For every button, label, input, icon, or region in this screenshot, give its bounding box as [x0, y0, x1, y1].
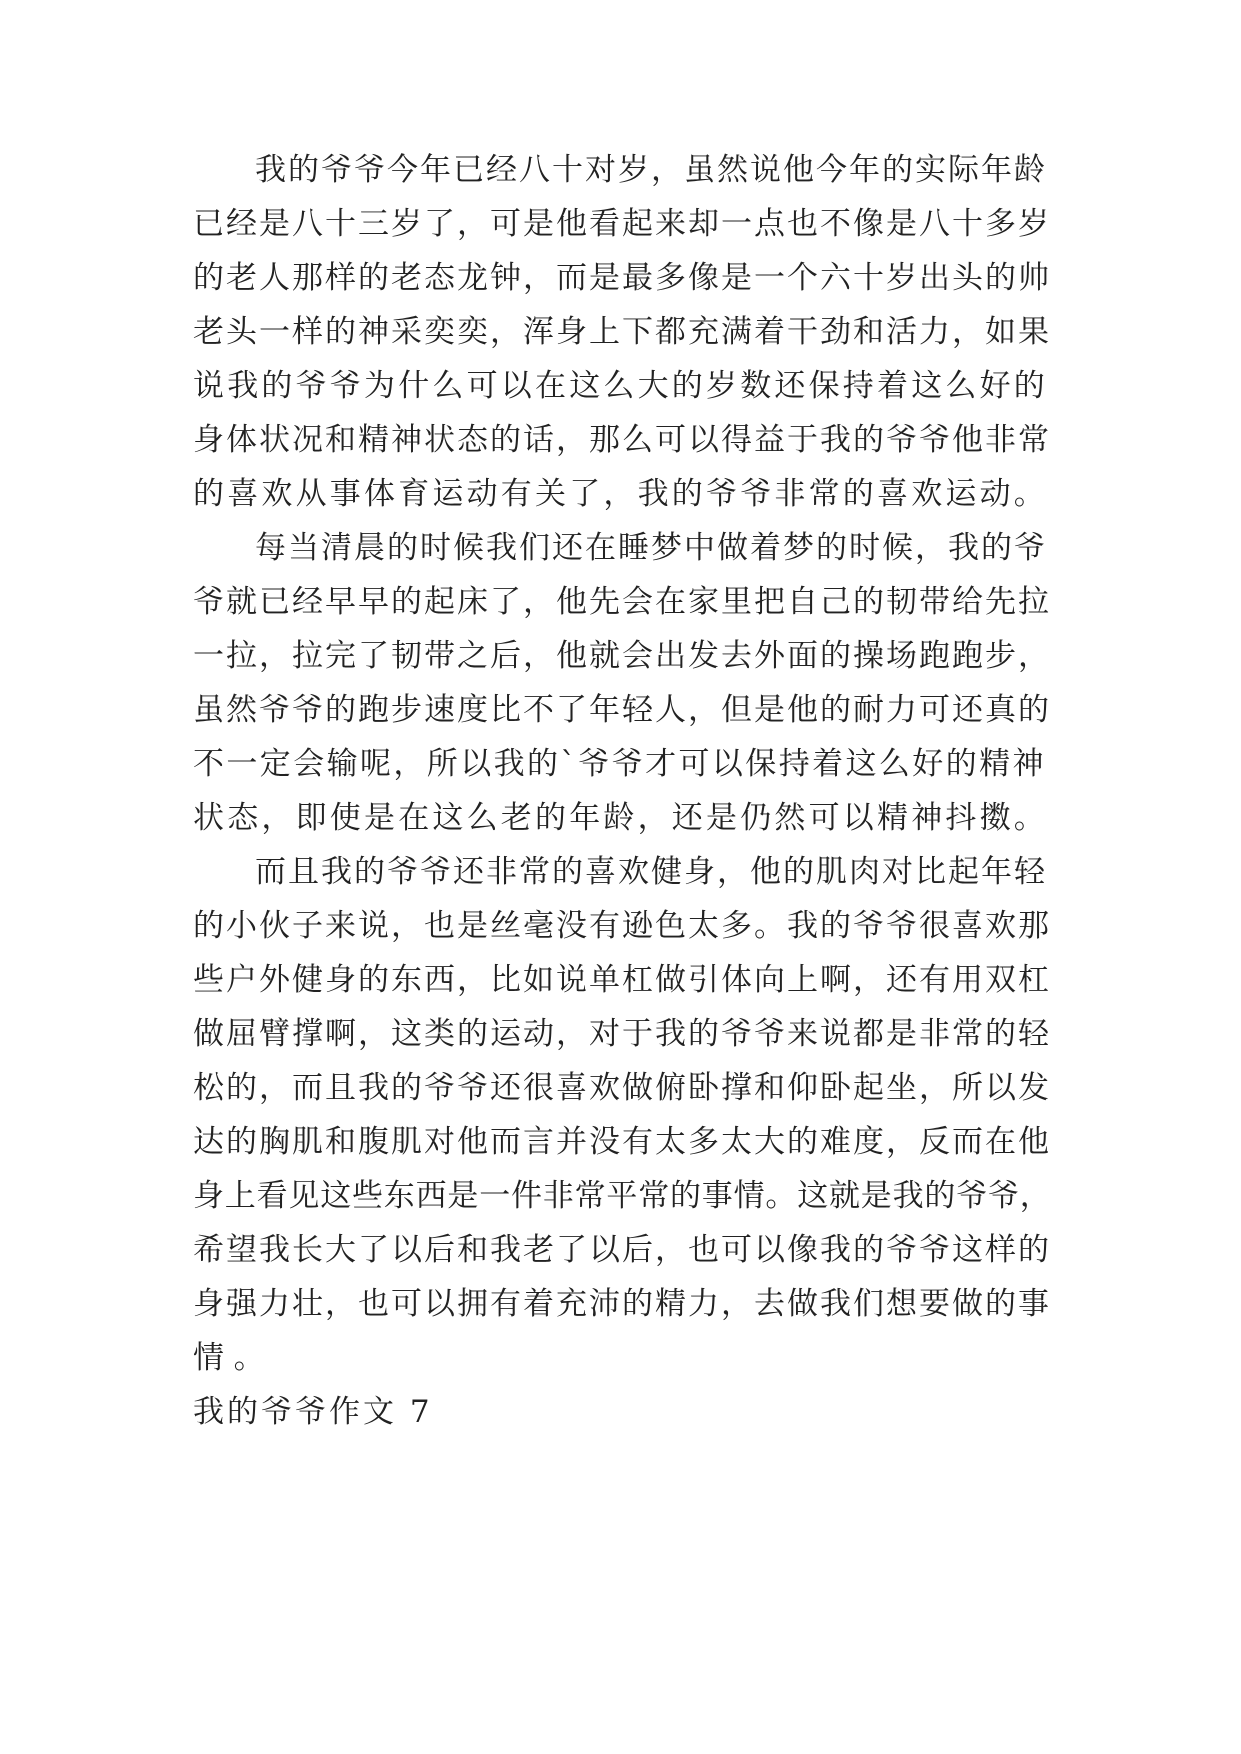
- paragraph-2-line-6: 状态，即使是在这么老的年龄，还是仍然可以精神抖擞。: [193, 800, 1048, 836]
- paragraph-3-line-8: 希望我长大了以后和我老了以后，也可以像我的爷爷这样的: [193, 1232, 1051, 1268]
- paragraph-3-line-3: 些户外健身的东西，比如说单杠做引体向上啊，还有用双杠: [193, 962, 1051, 998]
- paragraph-2-line-2: 爷就已经早早的起床了，他先会在家里把自己的韧带给先拉: [193, 584, 1051, 620]
- paragraph-1-line-2: 已经是八十三岁了，可是他看起来却一点也不像是八十多岁: [193, 206, 1051, 242]
- paragraph-3-line-2: 的小伙子来说，也是丝毫没有逊色太多。我的爷爷很喜欢那: [193, 908, 1051, 944]
- paragraph-1-line-4: 老头一样的神采奕奕，浑身上下都充满着干劲和活力，如果: [193, 314, 1051, 350]
- section-heading: 我的爷爷作文 7: [193, 1394, 433, 1430]
- paragraph-1-line-5: 说我的爷爷为什么可以在这么大的岁数还保持着这么好的: [193, 368, 1048, 404]
- paragraph-1-line-6: 身体状况和精神状态的话，那么可以得益于我的爷爷他非常: [193, 422, 1051, 458]
- paragraph-3-line-5: 松的，而且我的爷爷还很喜欢做俯卧撑和仰卧起坐，所以发: [193, 1070, 1051, 1106]
- paragraph-3-line-7: 身上看见这些东西是一件非常平常的事情。这就是我的爷爷，: [193, 1178, 1052, 1214]
- paragraph-3-line-4: 做屈臂撑啊，这类的运动，对于我的爷爷来说都是非常的轻: [193, 1016, 1051, 1052]
- paragraph-1-line-3: 的老人那样的老态龙钟，而是最多像是一个六十岁出头的帅: [193, 260, 1051, 296]
- paragraph-2-line-3: 一拉，拉完了韧带之后，他就会出发去外面的操场跑跑步，: [193, 638, 1051, 674]
- paragraph-1-line-1: 我的爷爷今年已经八十对岁，虽然说他今年的实际年龄: [255, 152, 1047, 188]
- paragraph-3-line-10: 情。: [193, 1340, 275, 1376]
- paragraph-1-line-7: 的喜欢从事体育运动有关了，我的爷爷非常的喜欢运动。: [193, 476, 1048, 512]
- paragraph-3-line-6: 达的胸肌和腹肌对他而言并没有太多太大的难度，反而在他: [193, 1124, 1051, 1160]
- paragraph-2-line-5: 不一定会输呢，所以我的`爷爷才可以保持着这么好的精神: [193, 746, 1046, 782]
- paragraph-2-line-1: 每当清晨的时候我们还在睡梦中做着梦的时候，我的爷: [255, 530, 1047, 566]
- paragraph-3-line-1: 而且我的爷爷还非常的喜欢健身，他的肌肉对比起年轻: [255, 854, 1047, 890]
- paragraph-2-line-4: 虽然爷爷的跑步速度比不了年轻人，但是他的耐力可还真的: [193, 692, 1051, 728]
- paragraph-3-line-9: 身强力壮，也可以拥有着充沛的精力，去做我们想要做的事: [193, 1286, 1051, 1322]
